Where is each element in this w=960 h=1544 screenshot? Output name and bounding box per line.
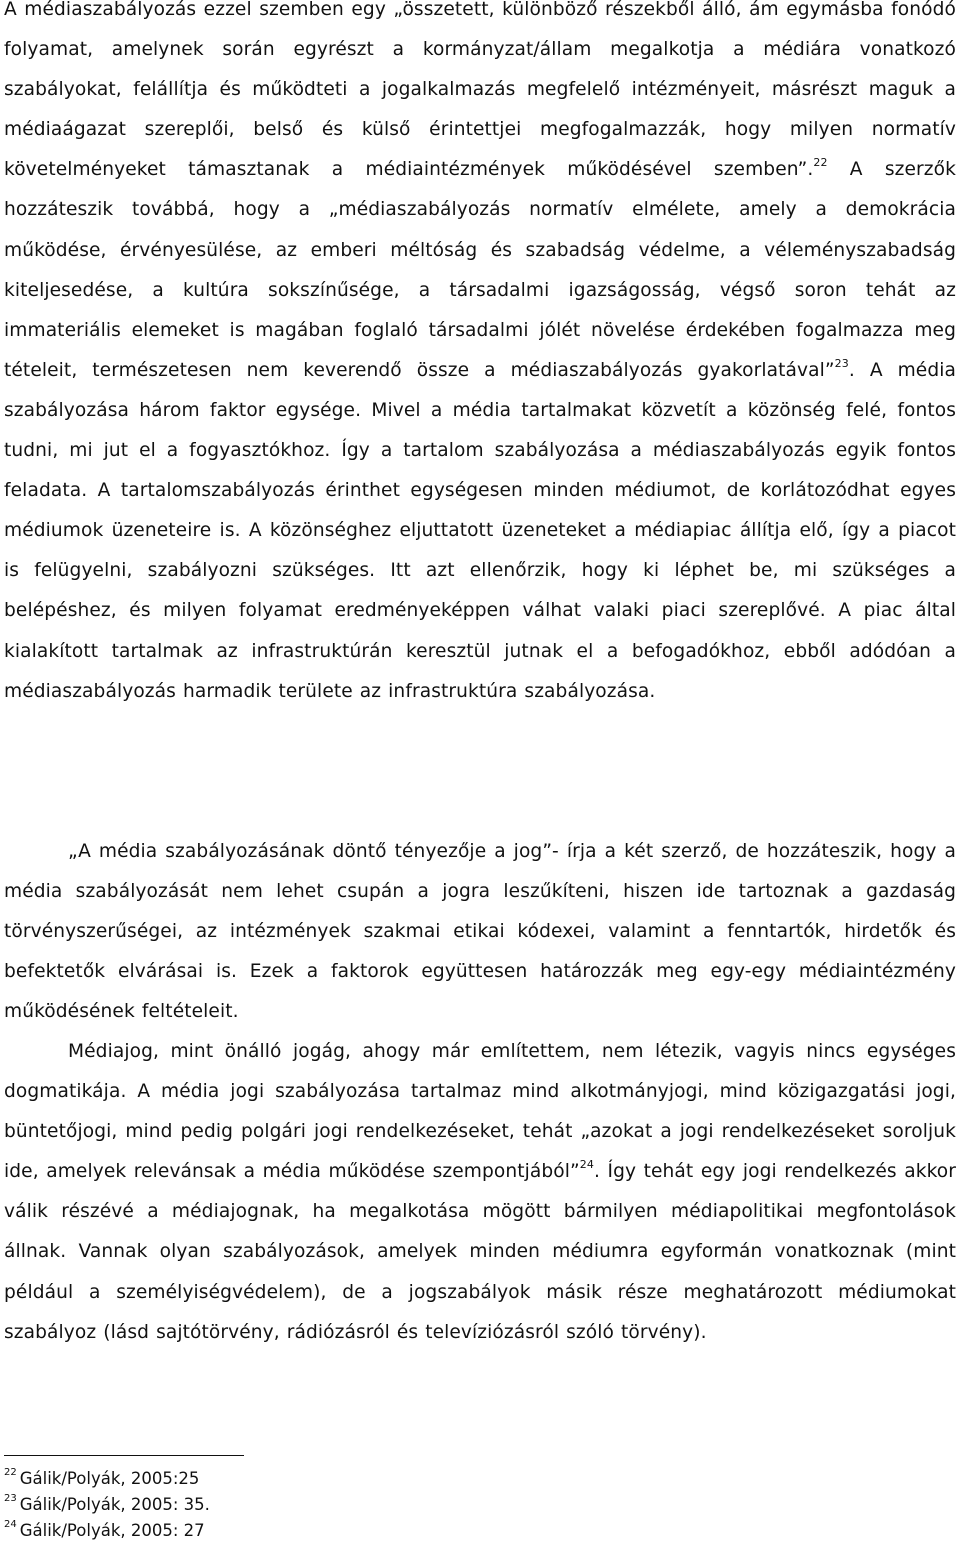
paragraph-text: Médiajog, mint önálló jogág, ahogy már említettem, nem létezik, vagyis nincs egységes dogmatikája. A média jogi szabályozása tartalmaz mind alkotmányjogi, mind közigazgatási jogi, büntetőjogi, mind pedig polgári jogi rendelkezéseket, tehát „azokat a jogi rendelkezéseket soroljuk ide, amelyek relevánsak a média működése szempontjából” — [4, 1041, 956, 1183]
body-paragraph-1 — [4, 0, 956, 712]
footnotes — [4, 1466, 604, 1544]
paragraph-text: . A média szabályozása három faktor egysége. Mivel a média tartalmakat közvetít a közönség felé, fontos tudni, mi jut el a fogyasztókhoz. Így a tartalom szabályozása a médiaszabályozás egyik fontos feladata. A tartalomszabályozás érinthet egységesen minden médiumot, de korlátozódhat egyes médiumok üzeneteire is. A közönséghez eljuttatott üzeneteket a médiapiac állítja elő, így a piacot is felügyelni, szabályozni szükséges. Itt azt ellenőrzik, hogy ki léphet be, mi szükséges a belépéshez, és milyen folyamat eredményeképpen válhat valaki piaci szereplővé. A piac által kialakított tartalmak az infrastruktúrán keresztül jutnak el a befogadókhoz, ebből adódóan a médiaszabályozás harmadik területe az infrastruktúra szabályozása. — [4, 359, 957, 702]
footnote-ref-23[interactable]: 23 — [834, 356, 849, 370]
footnote-separator — [4, 1455, 244, 1456]
body-paragraph-3 — [4, 1032, 956, 1353]
paragraph-text: A médiaszabályozás ezzel szemben egy „összetett, különböző részekből álló, ám egymásba fonódó folyamat, amelynek során egyrészt a kormányzat/állam megalkotja a médiára vonatkozó szabályokat, felállítja és működteti a jogalkalmazás megfelelő intézményeit, másrészt maguk a médiaágazat szereplői, belső és külső érintettjei megfogalmazzák, hogy milyen normatív követelményeket támasztanak a médiaintézmények működésével szemben”. — [4, 0, 956, 181]
footnote-number: 22 — [4, 1466, 17, 1478]
body-paragraph-2 — [4, 832, 956, 1032]
footnote-number: 24 — [4, 1518, 17, 1530]
footnote-ref-22[interactable]: 22 — [813, 156, 828, 170]
footnote-ref-24[interactable]: 24 — [579, 1158, 594, 1172]
footnote-text: Gálik/Polyák, 2005: 27 — [19, 1521, 205, 1540]
footnote-24 — [4, 1518, 604, 1544]
paragraph-text: „A média szabályozásának döntő tényezője a jog”- írja a két szerző, de hozzáteszik, hogy a média szabályozását nem lehet csupán a jogra leszűkíteni, hiszen ide tartoznak a gazdaság törvényszerűségei, az intézmények szakmai etikai kódexei, valamint a fenntartók, hirdetők és befektetők elvárásai is. Ezek a faktorok együttesen határozzák meg egy-egy médiaintézmény működésének feltételeit. — [4, 841, 956, 1023]
paragraph-text: . Így tehát egy jogi rendelkezés akkor válik részévé a médiajognak, ha megalkotása mögött bármilyen médiapolitikai megfontolások állnak. Vannak olyan szabályozások, amelyek minden médiumra egyformán vonatkoznak (mint például a személyiségvédelem), de a jogszabályok másik része meghatározott médiumokat szabályoz (lásd sajtótörvény, rádiózásról és televíziózásról szóló törvény). — [4, 1161, 956, 1343]
footnote-text: Gálik/Polyák, 2005: 35. — [19, 1495, 210, 1514]
paragraph-text: A szerzők hozzáteszik továbbá, hogy a „médiaszabályozás normatív elmélete, amely a demokrácia működése, érvényesülése, az emberi méltóság és szabadság védelme, a véleményszabadság kiteljesedése, a kultúra sokszínűsége, a társadalmi igazságosság, végső soron tehát az immateriális elemeket is magában foglaló társadalmi jólét növelése érdekében fogalmazza meg tételeit, természetesen nem keverendő össze a médiaszabályozás gyakorlatával” — [4, 159, 956, 381]
footnote-23 — [4, 1492, 604, 1518]
footnote-22 — [4, 1466, 604, 1492]
footnote-text: Gálik/Polyák, 2005:25 — [19, 1469, 200, 1488]
footnote-number: 23 — [4, 1492, 17, 1504]
